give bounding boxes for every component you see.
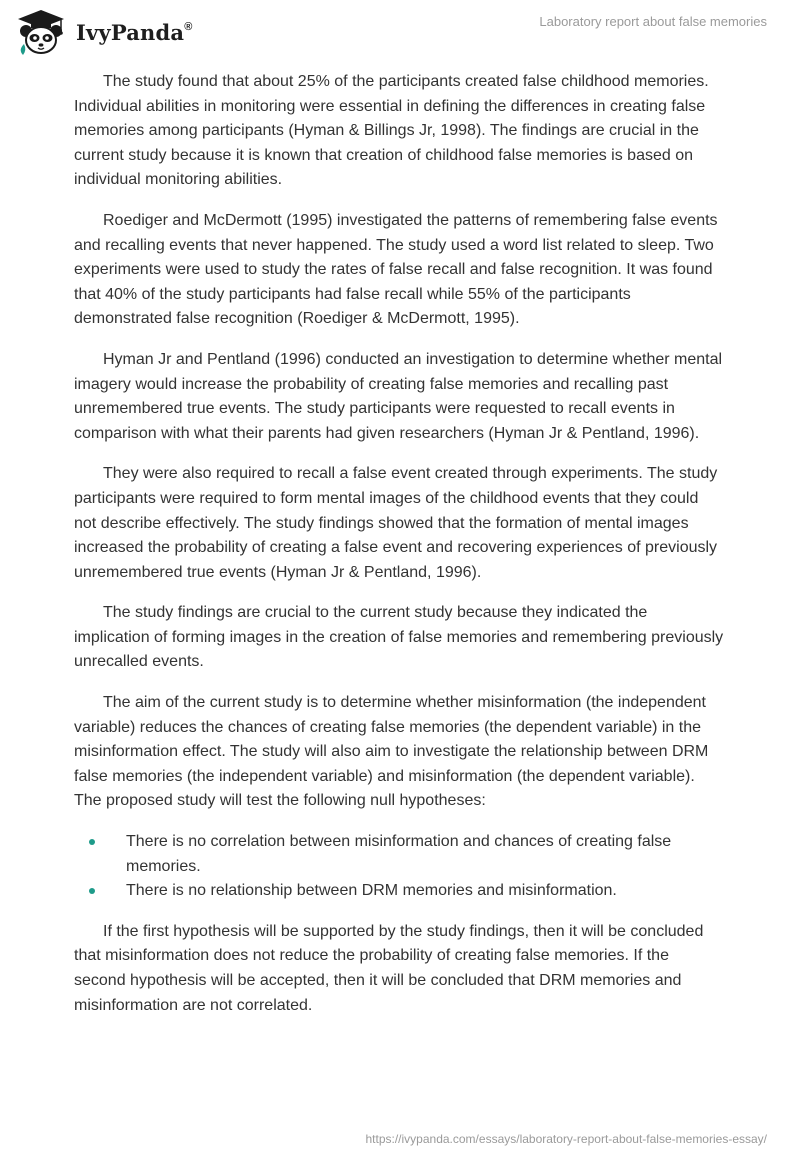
document-title: Laboratory report about false memories bbox=[539, 14, 767, 29]
logo-wordmark: IvyPanda® bbox=[76, 19, 193, 45]
page-header bbox=[0, 0, 800, 64]
paragraph: The study findings are crucial to the current study because they indicated the implication of forming images in the creation of false memories and remembering previously unrecalled events. bbox=[74, 604, 724, 671]
paragraph: They were also required to recall a false event created through experiments. The study participants were required to form mental images of the childhood events that they could not describe effectively. The study findings showed that the formation of mental images increased the probability of creating a false event and recovering experiences of previously unremembered true events (Hyman Jr & Pentland, 1996). bbox=[74, 465, 718, 581]
bullet-dot-icon bbox=[89, 888, 95, 894]
paragraph: The aim of the current study is to determine whether misinformation (the independent variable) reduces the chances of creating false memories (the dependent variable) in the misinformation effect. The study will also aim to investigate the relationship between DRM false memories (the independent variable) and misinformation (the dependent variable). The proposed study will test the following null hypotheses: bbox=[74, 694, 709, 810]
essay-content bbox=[74, 70, 724, 1034]
panda-logo-icon bbox=[14, 8, 68, 56]
list-item-text: There is no correlation between misinformation and chances of creating false memories. bbox=[126, 833, 672, 875]
paragraph: If the first hypothesis will be supported by the study findings, then it will be concluded that misinformation does not reduce the probability of creating false memories. If the second hypothesis will be accepted, then it will be concluded that DRM memories and misinformation are not correlated. bbox=[74, 922, 704, 1014]
paragraph: Roediger and McDermott (1995) investigated the patterns of remembering false events and recalling events that never happened. The study used a word list related to sleep. Two experiments were used to study the rates of false recall and false recognition. It was found that 40% of the study participants had false recall while 55% of the participants demonstrated false recognition (Roediger & McDermott, 1995). bbox=[74, 211, 718, 328]
hypotheses-list bbox=[74, 830, 724, 904]
list-item bbox=[74, 879, 724, 904]
paragraph: Hyman Jr and Pentland (1996) conducted an investigation to determine whether mental imagery would increase the probability of creating false memories and recalling past unremembered true events. The study participants were requested to recall events in comparison with what their parents had given researchers (Hyman Jr & Pentland, 1996). bbox=[74, 350, 723, 442]
source-url[interactable]: https://ivypanda.com/essays/laboratory-report-about-false-memories-essay/ bbox=[365, 1132, 767, 1146]
list-item bbox=[74, 830, 724, 879]
paragraph: The study found that about 25% of the participants created false childhood memories. Individual abilities in monitoring were essential in defining the differences in creating false memories among participants (Hyman & Billings Jr, 1998). The findings are crucial in the current study because it is known that creation of childhood false memories is based on individual monitoring abilities. bbox=[74, 73, 709, 189]
ivypanda-logo[interactable] bbox=[14, 8, 193, 56]
list-item-text: There is no relationship between DRM memories and misinformation. bbox=[126, 882, 617, 900]
bullet-dot-icon bbox=[89, 839, 95, 845]
